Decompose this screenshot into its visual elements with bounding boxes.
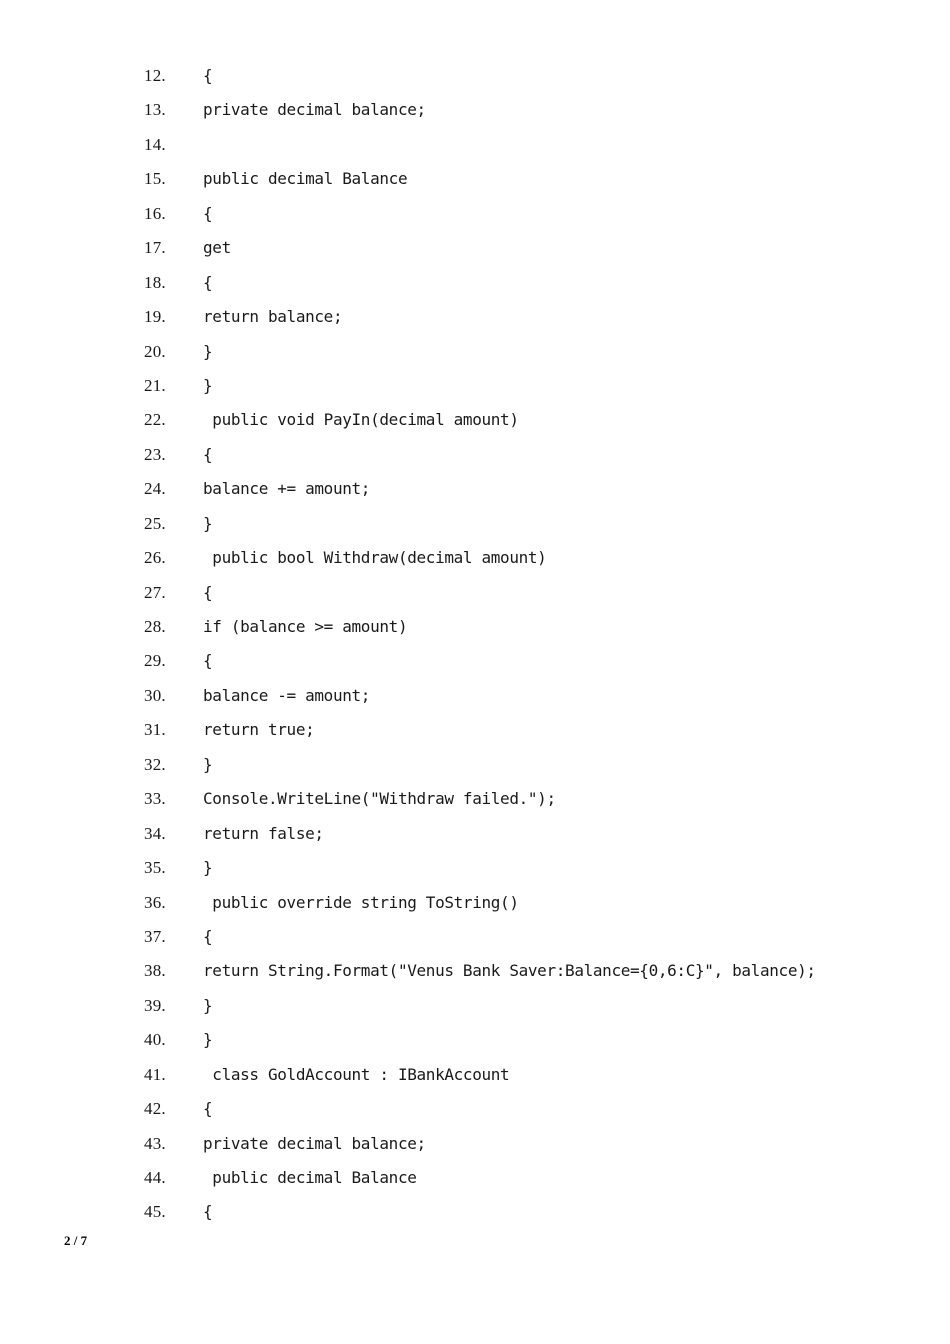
line-number: 21. [144,375,166,395]
line-code: } [203,754,213,774]
line-number: 26. [144,548,166,568]
line-number: 43. [144,1133,166,1153]
code-line [0,576,950,610]
line-number: 20. [144,341,166,361]
page-number: 2 / 7 [64,1233,88,1248]
line-code: balance -= amount; [203,685,371,705]
line-code: { [203,66,213,85]
line-code: public void PayIn(decimal amount) [203,410,519,430]
line-number: 38. [144,961,166,981]
line-code: class GoldAccount : IBankAccount [203,1064,510,1084]
line-number: 27. [144,582,166,602]
line-code: public bool Withdraw(decimal amount) [203,548,547,568]
line-number: 40. [144,1030,166,1050]
line-number: 16. [144,203,166,223]
line-code: private decimal balance; [203,100,426,120]
line-code: return true; [203,720,315,740]
code-line [0,1127,950,1161]
line-code: } [203,341,213,361]
code-line [0,231,950,265]
line-code: { [203,203,213,223]
code-line [0,541,950,575]
code-line [0,748,950,782]
line-code: } [203,513,213,533]
line-code: { [203,1099,213,1119]
line-code: return false; [203,823,324,843]
line-code: return String.Format("Venus Bank Saver:Balance={0,6:C}", balance); [203,961,816,981]
line-number: 15. [144,169,166,189]
line-code: { [203,272,213,292]
line-number: 19. [144,307,166,327]
line-code: } [203,375,213,395]
code-line [0,300,950,334]
code-line [0,507,950,541]
line-code: public decimal Balance [203,169,408,189]
line-number: 42. [144,1099,166,1119]
code-line [0,610,950,644]
line-code: balance += amount; [203,479,371,499]
line-code: public override string ToString() [203,892,519,912]
line-number: 23. [144,444,166,464]
line-number: 12. [144,66,166,85]
line-number: 45. [144,1202,166,1222]
code-line [0,644,950,678]
line-number: 25. [144,513,166,533]
code-line [0,335,950,369]
line-code: return balance; [203,307,343,327]
line-number: 14. [144,134,166,154]
line-code: public decimal Balance [203,1168,417,1187]
code-line [0,1092,950,1126]
line-code: if (balance >= amount) [203,617,408,636]
line-number: 41. [144,1064,166,1084]
code-line [0,920,950,954]
code-line [0,1161,950,1195]
code-line [0,713,950,747]
code-line [0,886,950,920]
code-line [0,782,950,816]
line-code: } [203,1030,213,1050]
line-number: 39. [144,995,166,1015]
code-line [0,403,950,437]
line-number: 34. [144,823,166,843]
line-number: 17. [144,238,166,258]
code-line [0,128,950,162]
line-number: 37. [144,926,166,946]
code-line [0,197,950,231]
line-code: { [203,582,213,602]
line-code: } [203,858,213,878]
code-line [0,472,950,506]
line-code: { [203,444,213,464]
code-line [0,59,950,93]
code-line [0,1195,950,1229]
line-number: 31. [144,720,166,740]
line-number: 28. [144,617,166,636]
line-code: get [203,238,231,258]
line-number: 32. [144,754,166,774]
code-line [0,989,950,1023]
line-number: 30. [144,685,166,705]
line-number: 35. [144,858,166,878]
line-number: 36. [144,892,166,912]
code-line [0,438,950,472]
code-line [0,679,950,713]
line-number: 44. [144,1168,166,1187]
line-code: { [203,926,213,946]
line-code: Console.WriteLine("Withdraw failed."); [203,789,556,809]
code-line [0,817,950,851]
code-line [0,954,950,988]
code-line [0,1023,950,1057]
line-code: } [203,995,213,1015]
code-line [0,369,950,403]
line-code: { [203,651,213,671]
line-number: 33. [144,789,166,809]
line-number: 24. [144,479,166,499]
line-number: 18. [144,272,166,292]
code-line [0,851,950,885]
code-line [0,93,950,127]
code-line [0,266,950,300]
code-line [0,1058,950,1092]
code-listing [0,59,950,1230]
line-number: 29. [144,651,166,671]
line-code: { [203,1202,213,1222]
line-number: 13. [144,100,166,120]
line-number: 22. [144,410,166,430]
line-code: private decimal balance; [203,1133,426,1153]
code-line [0,162,950,196]
